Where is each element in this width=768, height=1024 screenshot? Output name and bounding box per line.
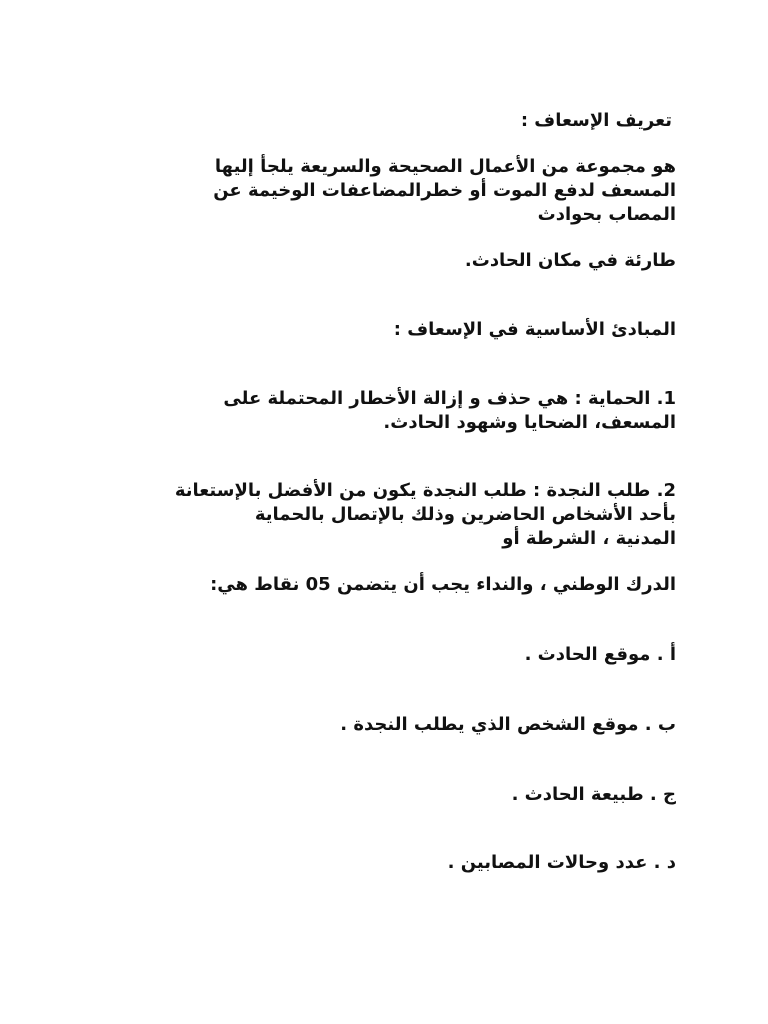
rescue-line-2: بأحد الأشخاص الحاضرين وذلك بالإتصال بالحماية — [254, 504, 676, 525]
section-title-first-aid-definition: تعريف الإسعاف : — [520, 110, 672, 131]
call-point-c: ج . طبيعة الحادث . — [511, 784, 676, 805]
call-point-b: ب . موقع الشخص الذي يطلب النجدة . — [340, 714, 676, 735]
definition-line-3: المصاب بحوادث — [537, 204, 676, 225]
definition-line-2: المسعف لدفع الموت أو خطرالمضاعفات الوخيمة عن — [213, 180, 676, 201]
protection-line-1: 1. الحماية : هي حذف و إزالة الأخطار المحتملة على — [223, 388, 676, 409]
call-point-d: د . عدد وحالات المصابين . — [447, 852, 676, 873]
definition-line-1: هو مجموعة من الأعمال الصحيحة والسريعة يلجأ إليها — [214, 156, 676, 177]
rescue-line-1: 2. طلب النجدة : طلب النجدة يكون من الأفضل بالإستعانة — [174, 480, 676, 501]
call-point-a: أ . موقع الحادث . — [524, 644, 676, 665]
call-requirements-line: الدرك الوطني ، والنداء يجب أن يتضمن 05 نقاط هي: — [210, 574, 676, 595]
rescue-line-3: المدنية ، الشرطة أو — [502, 528, 676, 549]
definition-line-4: طارئة في مكان الحادث. — [464, 250, 676, 271]
protection-line-2: المسعف، الضحايا وشهود الحادث. — [383, 412, 676, 433]
principles-heading: المبادئ الأساسية في الإسعاف : — [393, 319, 676, 340]
